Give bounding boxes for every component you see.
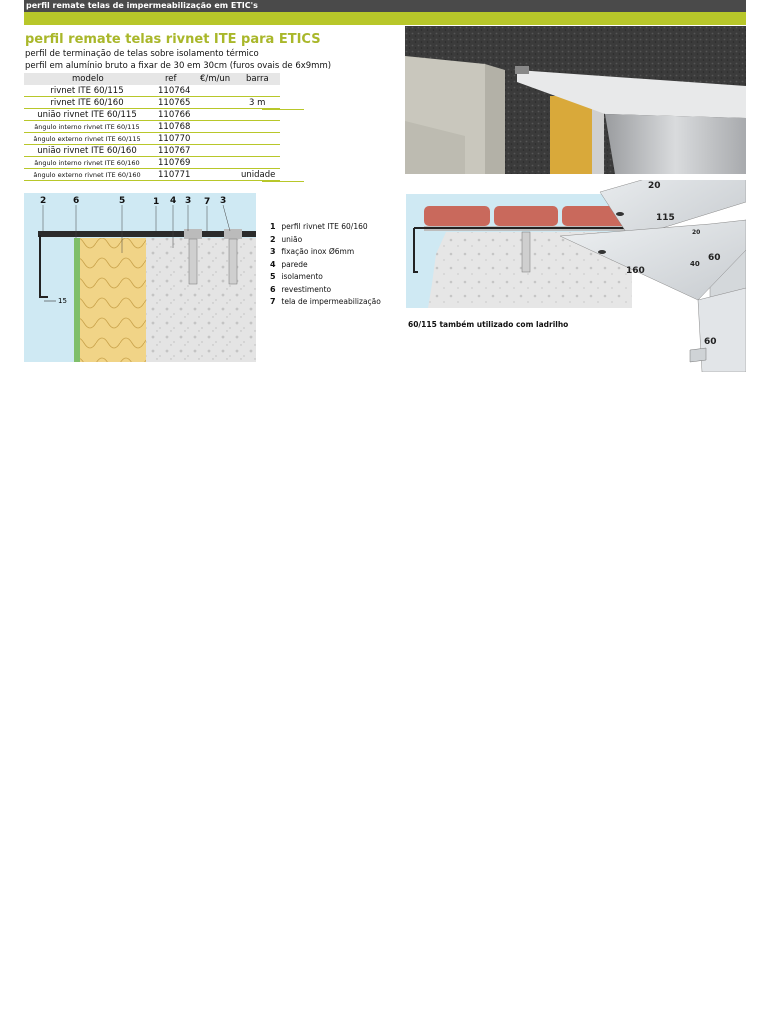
dim-160: 160 (626, 266, 645, 276)
row-model: união rivnet ITE 60/115 (37, 110, 137, 120)
row-model: ângulo externo rivnet ITE 60/115 (33, 135, 141, 143)
callout-6: 6 (73, 196, 80, 206)
legend-text: fixação inox Ø6mm (281, 247, 355, 256)
legend-item (270, 247, 381, 260)
product-table (24, 73, 280, 181)
legend-text: isolamento (281, 272, 323, 281)
row-model: união rivnet ITE 60/160 (37, 146, 137, 156)
row-model: rivnet ITE 60/115 (50, 86, 124, 96)
table-header (24, 73, 280, 85)
row-ref: 110765 (158, 98, 191, 108)
col-price: €/m/un (200, 74, 231, 84)
legend-item (270, 235, 381, 248)
legend (270, 222, 381, 310)
dim-115: 115 (656, 213, 675, 223)
legend-text: união (281, 234, 303, 244)
legend-num: 5 (270, 272, 276, 281)
product-subtitle-2: perfil em alumínio bruto a fixar de 30 em 30cm (furos ovais de 6x9mm) (25, 61, 332, 71)
banner-text: perfil remate telas de impermeabilização em ETIC's (26, 1, 258, 10)
legend-text: perfil rivnet ITE 60/160 (281, 222, 368, 231)
barra-divider (262, 109, 304, 110)
dim-15: 15 (58, 297, 67, 305)
dim-20-top: 20 (648, 181, 661, 191)
callout-3: 3 (185, 196, 192, 206)
dim-60-top: 60 (708, 253, 721, 263)
legend-item (270, 285, 381, 298)
dim-60-bottom: 60 (704, 337, 717, 347)
dim-20-side: 20 (692, 229, 701, 236)
callout-7: 7 (204, 197, 211, 207)
legend-num: 1 (270, 222, 276, 231)
legend-num: 3 (270, 247, 276, 256)
callout-4: 4 (170, 196, 177, 206)
dim-40: 40 (690, 260, 700, 268)
legend-item (270, 272, 381, 285)
row-ref: 110771 (158, 170, 191, 180)
callout-3b: 3 (220, 196, 227, 206)
row-model: rivnet ITE 60/160 (50, 98, 124, 108)
product-title: perfil remate telas rivnet ITE para ETICS (25, 32, 321, 47)
callout-2: 2 (40, 196, 47, 206)
table-row (24, 133, 280, 145)
table-row (24, 121, 280, 133)
accent-bar (24, 12, 746, 25)
legend-num: 7 (270, 297, 276, 306)
legend-item (270, 222, 381, 235)
col-ref: ref (165, 74, 177, 84)
row-ref: 110766 (158, 110, 191, 120)
top-banner (24, 0, 746, 12)
legend-text: parede (281, 259, 308, 269)
legend-num: 6 (270, 284, 276, 294)
row-ref: 110769 (158, 158, 191, 168)
barra-divider (262, 181, 304, 182)
col-barra: barra (246, 74, 269, 84)
legend-text: revestimento (281, 284, 332, 294)
legend-num: 4 (270, 259, 276, 269)
callout-5: 5 (119, 196, 126, 206)
legend-num: 2 (270, 234, 276, 244)
row-ref: 110768 (158, 122, 191, 132)
product-photo (405, 26, 746, 174)
barra-unidade: unidade (241, 170, 276, 180)
row-ref: 110770 (158, 134, 191, 144)
legend-text: tela de impermeabilização (281, 297, 381, 306)
legend-item (270, 297, 381, 310)
table-row (24, 97, 280, 109)
row-model: ângulo externo rivnet ITE 60/160 (33, 171, 141, 179)
product-subtitle-1: perfil de terminação de telas sobre isolamento térmico (25, 49, 259, 59)
row-model: ângulo interno rivnet ITE 60/160 (34, 159, 140, 167)
section-drawing (24, 193, 256, 362)
barra-3m: 3 m (249, 98, 266, 108)
profile-drawing (560, 180, 746, 372)
row-model: ângulo interno rivnet ITE 60/115 (34, 123, 140, 131)
table-row (24, 145, 280, 157)
callout-1: 1 (153, 197, 160, 207)
table-row (24, 85, 280, 97)
row-ref: 110764 (158, 86, 191, 96)
legend-item (270, 260, 381, 273)
row-ref: 110767 (158, 146, 191, 156)
table-row (24, 157, 280, 169)
col-model: modelo (72, 74, 104, 84)
table-row (24, 109, 280, 121)
tile-caption: 60/115 também utilizado com ladrilho (408, 320, 569, 329)
